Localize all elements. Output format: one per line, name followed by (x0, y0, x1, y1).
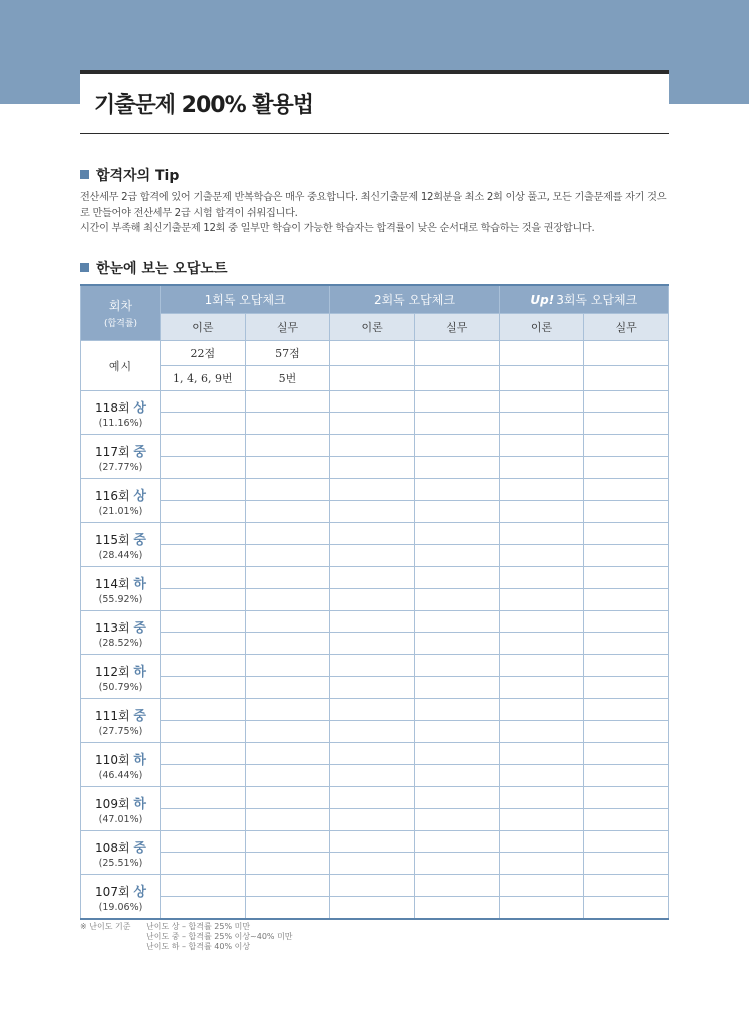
answer-cell[interactable] (330, 875, 415, 897)
rate-header-label: (합격률) (103, 319, 138, 329)
answer-cell[interactable] (245, 765, 330, 787)
answer-cell[interactable] (584, 853, 669, 875)
round-number: 111회 (95, 708, 130, 723)
answer-cell[interactable] (584, 633, 669, 655)
tip-body (80, 190, 672, 237)
difficulty-level: 중 (133, 840, 146, 856)
answer-cell[interactable] (584, 875, 669, 897)
answer-cell[interactable] (330, 699, 415, 721)
answer-cell[interactable] (584, 655, 669, 677)
answer-cell[interactable] (499, 897, 584, 920)
answer-cell[interactable] (245, 611, 330, 633)
round-label (81, 787, 161, 831)
round-row (81, 391, 669, 413)
round-row (81, 589, 669, 611)
answer-cell[interactable] (245, 457, 330, 479)
answer-cell[interactable] (584, 545, 669, 567)
answer-cell[interactable] (584, 366, 669, 391)
answer-cell[interactable] (414, 589, 499, 611)
tip-heading (80, 165, 179, 185)
answer-cell[interactable] (330, 523, 415, 545)
answer-cell[interactable] (414, 523, 499, 545)
answer-cell[interactable] (161, 897, 246, 920)
round-label (81, 699, 161, 743)
answer-cell[interactable] (414, 611, 499, 633)
round-row (81, 699, 669, 721)
answer-cell[interactable] (414, 831, 499, 853)
round-row (81, 567, 669, 589)
answer-cell[interactable] (414, 809, 499, 831)
round-row (81, 501, 669, 523)
round-label (81, 479, 161, 523)
round-row (81, 765, 669, 787)
answer-cell[interactable] (330, 391, 415, 413)
answer-cell[interactable] (584, 589, 669, 611)
check3-header (499, 285, 668, 314)
example-theory-wrong: 1, 4, 6, 9번 (161, 366, 246, 391)
answer-cell[interactable] (584, 457, 669, 479)
footnote-line: 난이도 하 – 합격률 40% 이상 (146, 942, 251, 951)
answer-cell[interactable] (414, 787, 499, 809)
difficulty-level: 하 (133, 576, 146, 592)
answer-cell[interactable] (245, 633, 330, 655)
answer-cell[interactable] (330, 341, 415, 366)
answer-cell[interactable] (245, 567, 330, 589)
footnote-line: 난이도 중 – 합격률 25% 이상~40% 미만 (146, 932, 293, 941)
answer-cell[interactable] (330, 611, 415, 633)
round-row (81, 677, 669, 699)
answer-cell[interactable] (499, 677, 584, 699)
answer-cell[interactable] (499, 589, 584, 611)
practice-header: 실무 (414, 314, 499, 341)
answer-cell[interactable] (330, 589, 415, 611)
theory-header: 이론 (499, 314, 584, 341)
round-number-line (81, 573, 160, 592)
answer-cell[interactable] (245, 721, 330, 743)
round-number-line (81, 793, 160, 812)
answer-cell[interactable] (584, 435, 669, 457)
tip-heading-text: 합격자의 Tip (96, 168, 180, 184)
answer-cell[interactable] (499, 743, 584, 765)
answer-cell[interactable] (330, 765, 415, 787)
pass-rate: (50.79%) (98, 681, 143, 693)
answer-cell[interactable] (245, 897, 330, 920)
example-practice-wrong: 5번 (245, 366, 330, 391)
difficulty-level: 상 (133, 488, 146, 504)
answer-cell[interactable] (161, 655, 246, 677)
check1-header: 1회독 오답체크 (161, 285, 330, 314)
answer-cell[interactable] (245, 853, 330, 875)
round-number: 107회 (95, 884, 130, 899)
answer-cell[interactable] (499, 435, 584, 457)
answer-cell[interactable] (161, 853, 246, 875)
answer-cell[interactable] (584, 677, 669, 699)
pass-rate: (19.06%) (98, 901, 143, 913)
pass-rate: (55.92%) (98, 593, 143, 605)
answer-cell[interactable] (499, 655, 584, 677)
example-practice-score: 57점 (245, 341, 330, 366)
round-label (81, 831, 161, 875)
example-row (81, 366, 669, 391)
answer-cell[interactable] (584, 765, 669, 787)
answer-cell[interactable] (330, 853, 415, 875)
answer-cell[interactable] (584, 413, 669, 435)
example-label: 예시 (81, 341, 161, 391)
round-number: 116회 (95, 488, 130, 503)
answer-cell[interactable] (161, 699, 246, 721)
answer-cell[interactable] (161, 545, 246, 567)
answer-cell[interactable] (584, 809, 669, 831)
answer-cell[interactable] (499, 809, 584, 831)
page-title: 기출문제 200% 활용법 (94, 93, 314, 118)
answer-cell[interactable] (330, 787, 415, 809)
round-row (81, 853, 669, 875)
answer-cell[interactable] (584, 479, 669, 501)
answer-cell[interactable] (584, 501, 669, 523)
answer-cell[interactable] (330, 897, 415, 920)
answer-cell[interactable] (161, 501, 246, 523)
square-bullet-icon (80, 263, 89, 272)
answer-cell[interactable] (584, 567, 669, 589)
answer-cell[interactable] (161, 611, 246, 633)
round-header (81, 285, 161, 341)
round-number: 117회 (95, 444, 130, 459)
difficulty-level: 하 (133, 664, 146, 680)
answer-cell[interactable] (330, 721, 415, 743)
round-row (81, 611, 669, 633)
practice-header: 실무 (584, 314, 669, 341)
answer-cell[interactable] (499, 341, 584, 366)
answer-cell[interactable] (499, 457, 584, 479)
round-header-label: 회차 (108, 299, 133, 313)
round-number-line (81, 661, 160, 680)
round-label (81, 567, 161, 611)
answer-cell[interactable] (245, 699, 330, 721)
tip-line-2: 시간이 부족해 최신기출문제 12회 중 일부만 학습이 가능한 학습자는 합격률이 낮은 순서대로 학습하는 것을 권장합니다. (80, 223, 595, 234)
round-number-line (81, 617, 160, 636)
theory-header: 이론 (161, 314, 246, 341)
example-row (81, 341, 669, 366)
round-row (81, 479, 669, 501)
theory-header: 이론 (330, 314, 415, 341)
answer-cell[interactable] (584, 699, 669, 721)
answer-cell[interactable] (414, 897, 499, 920)
round-row (81, 523, 669, 545)
answer-cell[interactable] (584, 721, 669, 743)
pass-rate: (21.01%) (98, 505, 143, 517)
pass-rate: (47.01%) (98, 813, 143, 825)
round-label (81, 611, 161, 655)
pass-rate: (11.16%) (98, 417, 143, 429)
round-number: 112회 (95, 664, 130, 679)
round-row (81, 875, 669, 897)
answer-cell[interactable] (161, 457, 246, 479)
round-row (81, 545, 669, 567)
answer-cell[interactable] (499, 391, 584, 413)
wrong-answer-table (80, 284, 669, 920)
round-row (81, 413, 669, 435)
answer-cell[interactable] (499, 523, 584, 545)
round-number-line (81, 529, 160, 548)
round-label (81, 743, 161, 787)
answer-cell[interactable] (499, 721, 584, 743)
answer-cell[interactable] (161, 413, 246, 435)
answer-cell[interactable] (414, 457, 499, 479)
round-label (81, 875, 161, 920)
answer-cell[interactable] (161, 589, 246, 611)
answer-cell[interactable] (161, 435, 246, 457)
tip-line-1: 전산세무 2급 합격에 있어 기출문제 반복학습은 매우 중요합니다. 최신기출문제 12회분을 최소 2회 이상 풀고, 모든 기출문제를 자기 것으로 만들어야 전산세무 2급 시험 합격이 쉬워집니다. (80, 192, 667, 219)
answer-cell[interactable] (245, 743, 330, 765)
answer-cell[interactable] (330, 567, 415, 589)
answer-cell[interactable] (414, 545, 499, 567)
answer-cell[interactable] (584, 743, 669, 765)
round-label (81, 523, 161, 567)
answer-cell[interactable] (414, 655, 499, 677)
answer-cell[interactable] (499, 787, 584, 809)
answer-cell[interactable] (161, 677, 246, 699)
round-number-line (81, 881, 160, 900)
note-heading-text: 한눈에 보는 오답노트 (96, 261, 228, 277)
answer-cell[interactable] (245, 501, 330, 523)
answer-cell[interactable] (330, 809, 415, 831)
answer-cell[interactable] (414, 567, 499, 589)
answer-cell[interactable] (161, 633, 246, 655)
answer-cell[interactable] (584, 897, 669, 920)
pass-rate: (27.75%) (98, 725, 143, 737)
answer-cell[interactable] (499, 366, 584, 391)
round-number-line (81, 485, 160, 504)
check2-header: 2회독 오답체크 (330, 285, 499, 314)
round-row (81, 809, 669, 831)
answer-cell[interactable] (330, 457, 415, 479)
answer-cell[interactable] (499, 699, 584, 721)
round-number-line (81, 837, 160, 856)
pass-rate: (46.44%) (98, 769, 143, 781)
answer-cell[interactable] (245, 655, 330, 677)
round-row (81, 457, 669, 479)
round-label (81, 435, 161, 479)
answer-cell[interactable] (414, 721, 499, 743)
answer-cell[interactable] (330, 677, 415, 699)
difficulty-level: 중 (133, 708, 146, 724)
answer-cell[interactable] (330, 413, 415, 435)
round-number: 115회 (95, 532, 130, 547)
answer-cell[interactable] (414, 743, 499, 765)
answer-cell[interactable] (584, 787, 669, 809)
answer-cell[interactable] (414, 853, 499, 875)
answer-cell[interactable] (161, 523, 246, 545)
answer-cell[interactable] (161, 391, 246, 413)
answer-cell[interactable] (330, 545, 415, 567)
round-number-line (81, 705, 160, 724)
answer-cell[interactable] (499, 765, 584, 787)
answer-cell[interactable] (330, 831, 415, 853)
difficulty-level: 하 (133, 752, 146, 768)
round-row (81, 743, 669, 765)
difficulty-level: 중 (133, 620, 146, 636)
square-bullet-icon (80, 170, 89, 179)
difficulty-level: 상 (133, 400, 146, 416)
answer-cell[interactable] (414, 875, 499, 897)
footnote-key: ※ 난이도 기준 (80, 922, 131, 931)
answer-cell[interactable] (414, 479, 499, 501)
answer-cell[interactable] (245, 677, 330, 699)
example-theory-score: 22점 (161, 341, 246, 366)
practice-header: 실무 (245, 314, 330, 341)
answer-cell[interactable] (245, 545, 330, 567)
round-number-line (81, 397, 160, 416)
answer-cell[interactable] (499, 501, 584, 523)
answer-cell[interactable] (584, 831, 669, 853)
up-mark: Up! (530, 293, 555, 307)
round-number: 110회 (95, 752, 130, 767)
round-row (81, 831, 669, 853)
round-label (81, 655, 161, 699)
answer-cell[interactable] (499, 545, 584, 567)
answer-cell[interactable] (584, 341, 669, 366)
title-box (80, 70, 669, 134)
round-row (81, 787, 669, 809)
answer-cell[interactable] (499, 567, 584, 589)
answer-cell[interactable] (161, 479, 246, 501)
answer-cell[interactable] (414, 435, 499, 457)
answer-cell[interactable] (245, 413, 330, 435)
answer-cell[interactable] (330, 435, 415, 457)
answer-cell[interactable] (245, 391, 330, 413)
answer-cell[interactable] (499, 853, 584, 875)
answer-cell[interactable] (161, 743, 246, 765)
answer-cell[interactable] (330, 633, 415, 655)
answer-cell[interactable] (245, 831, 330, 853)
answer-cell[interactable] (499, 831, 584, 853)
round-row (81, 897, 669, 920)
answer-cell[interactable] (245, 787, 330, 809)
round-row (81, 655, 669, 677)
round-row (81, 721, 669, 743)
round-number: 109회 (95, 796, 130, 811)
answer-cell[interactable] (414, 633, 499, 655)
pass-rate: (27.77%) (98, 461, 143, 473)
round-number-line (81, 749, 160, 768)
difficulty-level: 하 (133, 796, 146, 812)
answer-cell[interactable] (161, 875, 246, 897)
footnote-line: 난이도 상 – 합격률 25% 미만 (146, 922, 251, 931)
answer-cell[interactable] (161, 831, 246, 853)
answer-cell[interactable] (330, 366, 415, 391)
answer-cell[interactable] (330, 501, 415, 523)
answer-cell[interactable] (414, 413, 499, 435)
answer-cell[interactable] (584, 523, 669, 545)
round-number: 113회 (95, 620, 130, 635)
difficulty-level: 중 (133, 444, 146, 460)
difficulty-level: 중 (133, 532, 146, 548)
answer-cell[interactable] (245, 479, 330, 501)
answer-cell[interactable] (161, 765, 246, 787)
answer-cell[interactable] (245, 589, 330, 611)
answer-cell[interactable] (499, 413, 584, 435)
round-row (81, 435, 669, 457)
answer-cell[interactable] (499, 611, 584, 633)
round-number: 108회 (95, 840, 130, 855)
answer-cell[interactable] (414, 341, 499, 366)
answer-cell[interactable] (330, 743, 415, 765)
pass-rate: (28.44%) (98, 549, 143, 561)
answer-cell[interactable] (414, 366, 499, 391)
answer-cell[interactable] (414, 677, 499, 699)
pass-rate: (25.51%) (98, 857, 143, 869)
round-row (81, 633, 669, 655)
check3-header-label: 3회독 오답체크 (556, 293, 638, 307)
answer-cell[interactable] (414, 501, 499, 523)
difficulty-level: 상 (133, 884, 146, 900)
answer-cell[interactable] (414, 391, 499, 413)
answer-cell[interactable] (330, 479, 415, 501)
answer-cell[interactable] (584, 391, 669, 413)
pass-rate: (28.52%) (98, 637, 143, 649)
round-label (81, 391, 161, 435)
answer-cell[interactable] (161, 721, 246, 743)
note-heading (80, 258, 227, 278)
round-number-line (81, 441, 160, 460)
answer-cell[interactable] (584, 611, 669, 633)
answer-cell[interactable] (245, 875, 330, 897)
answer-cell[interactable] (499, 875, 584, 897)
answer-cell[interactable] (161, 567, 246, 589)
answer-cell[interactable] (161, 809, 246, 831)
round-number: 114회 (95, 576, 130, 591)
answer-cell[interactable] (499, 633, 584, 655)
answer-cell[interactable] (245, 435, 330, 457)
answer-cell[interactable] (161, 787, 246, 809)
answer-cell[interactable] (245, 523, 330, 545)
answer-cell[interactable] (414, 699, 499, 721)
round-number: 118회 (95, 400, 130, 415)
answer-cell[interactable] (414, 765, 499, 787)
answer-cell[interactable] (499, 479, 584, 501)
answer-cell[interactable] (245, 809, 330, 831)
answer-cell[interactable] (330, 655, 415, 677)
